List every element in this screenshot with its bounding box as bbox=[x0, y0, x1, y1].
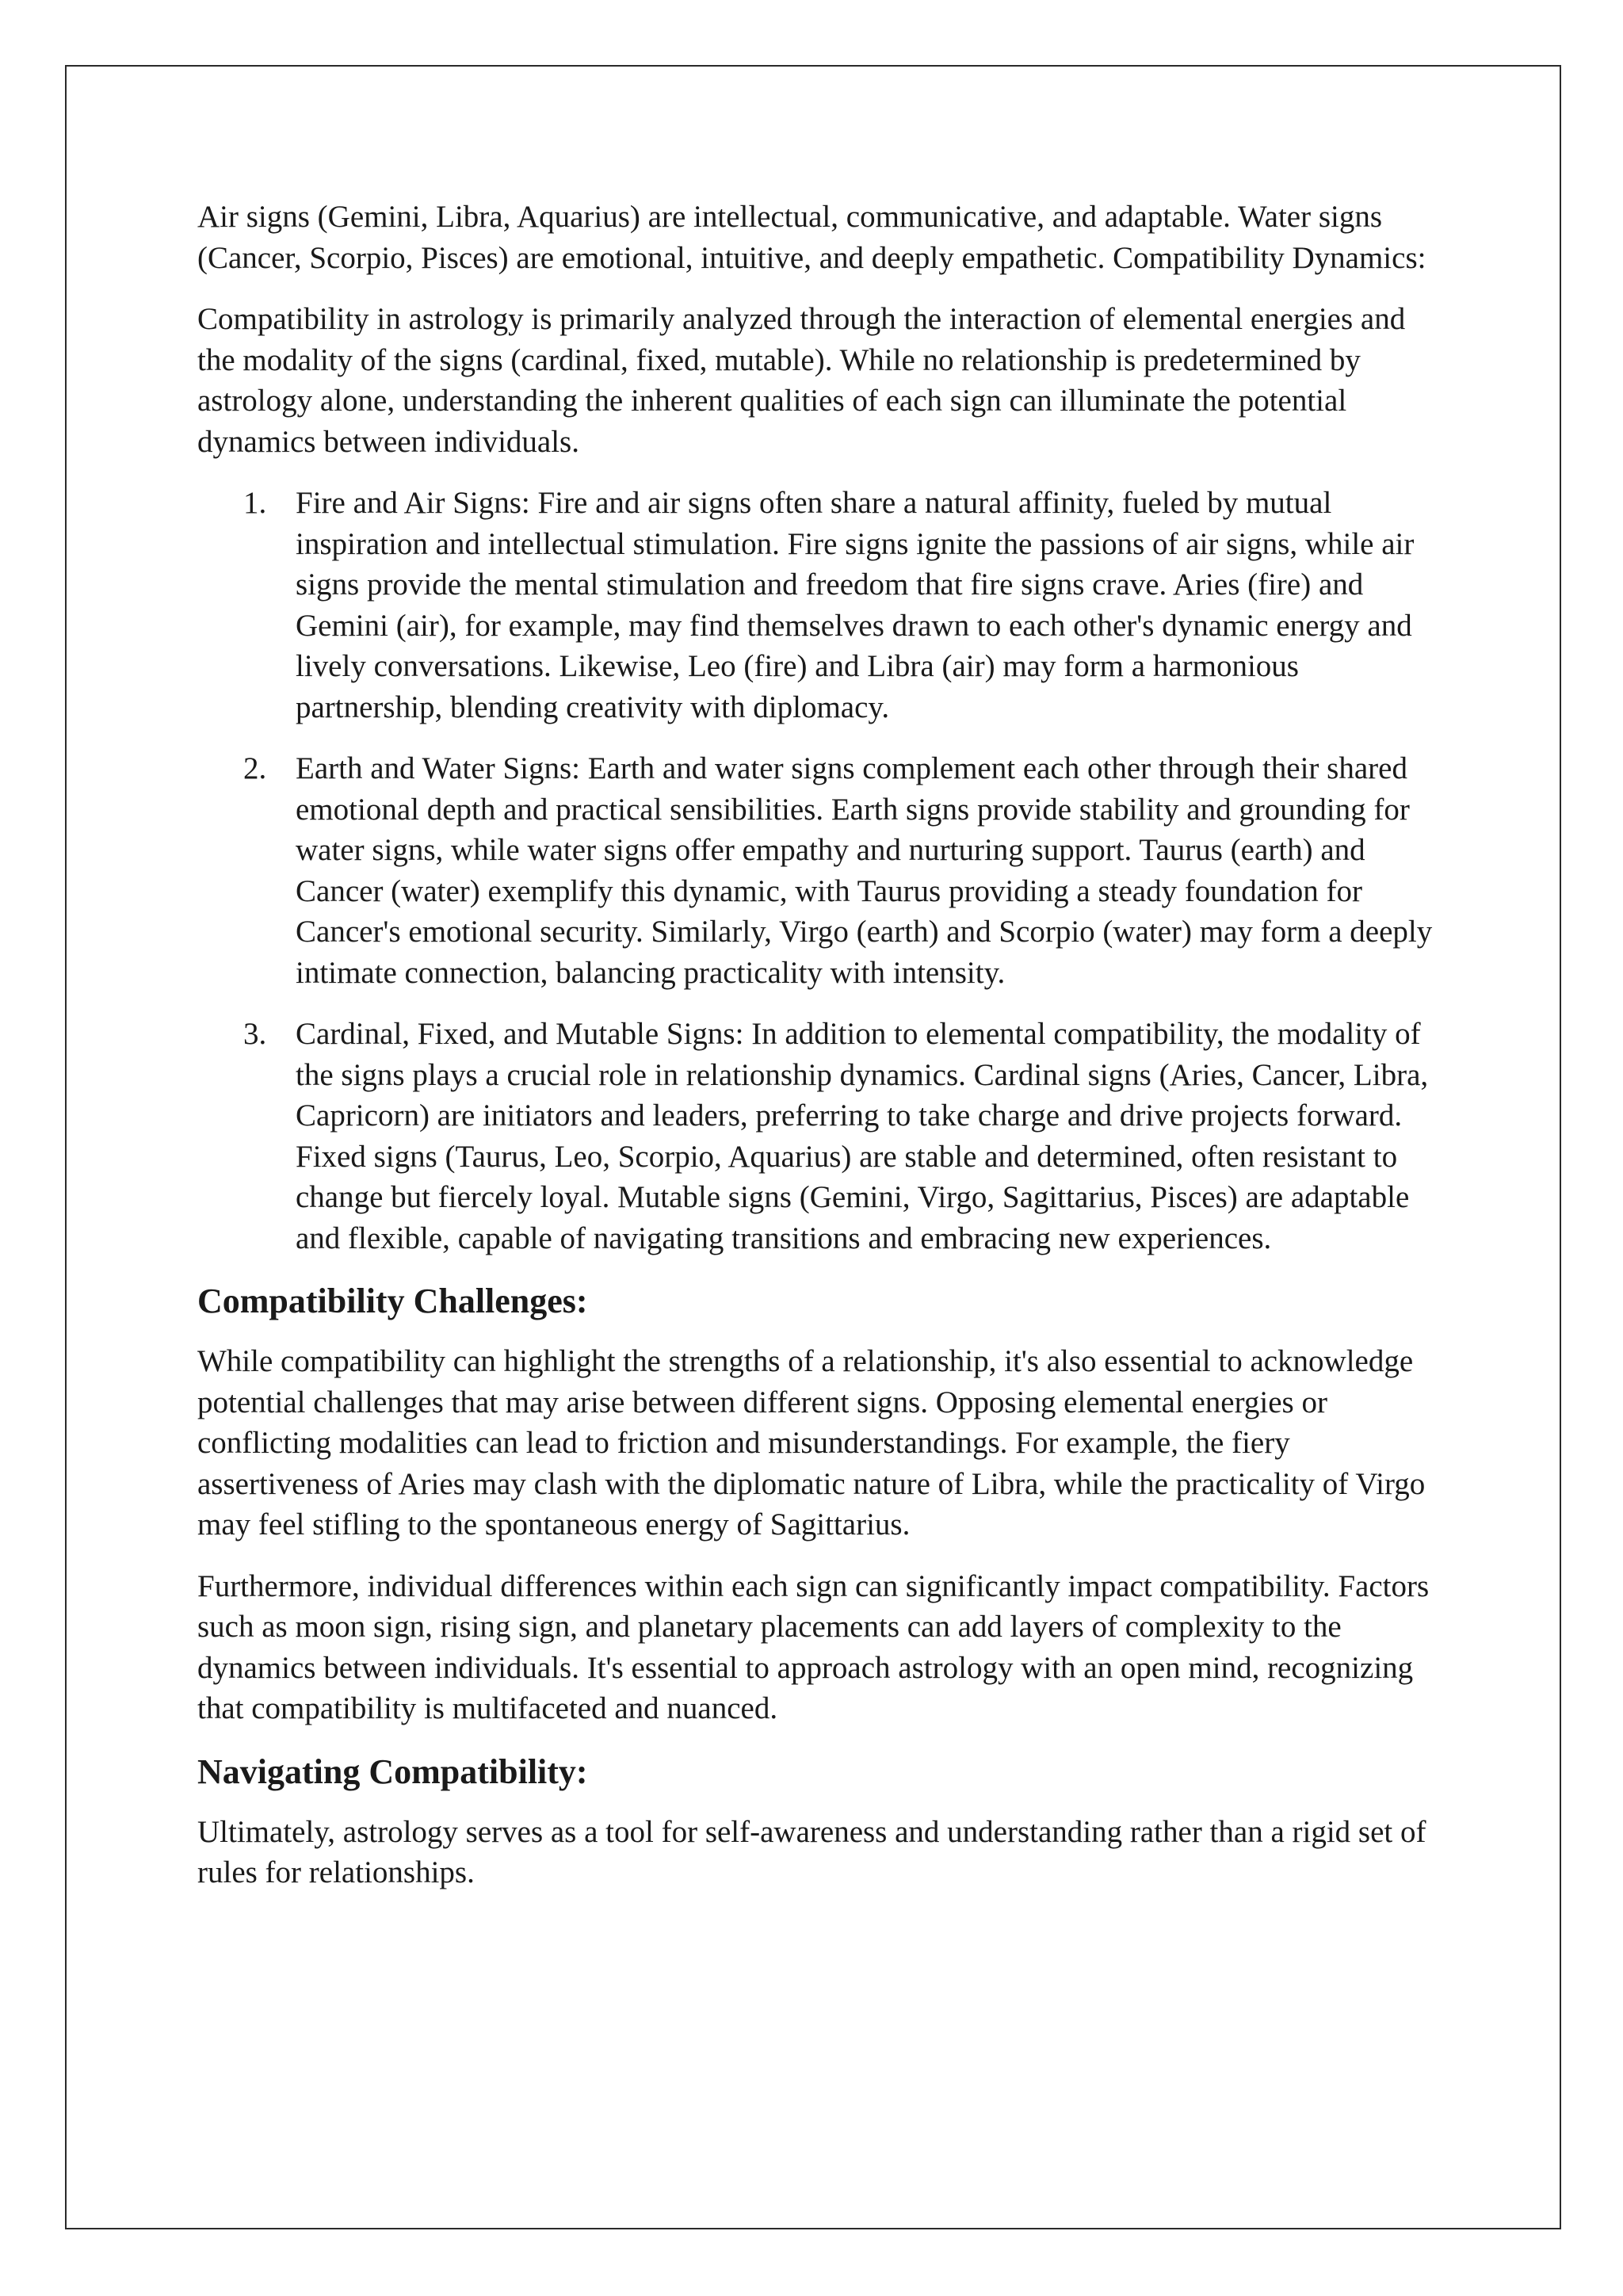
intro-paragraph-2: Compatibility in astrology is primarily analyzed through the interaction of elemental energies and the modality of the signs (cardinal, fixed, mutable). While no relationship is predetermined by astrology alone, understanding the inherent qualities of each sign can illuminate the potential dynamics between individuals. bbox=[197, 302, 1406, 459]
navigating-heading: Navigating Compatibility: bbox=[197, 1752, 588, 1791]
list-item-number: 3. bbox=[243, 1017, 267, 1051]
list-item-text: Fire and Air Signs: Fire and air signs often share a natural affinity, fueled by mutual inspiration and intellectual stimulation. Fire signs ignite the passions of air signs, while air signs provide the mental stimulation and freedom that fire signs crave. Aries (fire) and Gemini (air), for example, may find themselves drawn to each other's dynamic energy and lively conversations. Likewise, Leo (fire) and Libra (air) may form a harmonious partnership, blending creativity with diplomacy. bbox=[296, 486, 1415, 724]
list-item-number: 1. bbox=[243, 486, 267, 520]
challenges-paragraph-1: While compatibility can highlight the strengths of a relationship, it's also essential to acknowledge potential challenges that may arise between different signs. Opposing elemental energies or conflicting modalities can lead to friction and misunderstandings. For example, the fiery assertiveness of Aries may clash with the diplomatic nature of Libra, while the practicality of Virgo may feel stifling to the spontaneous energy of Sagittarius. bbox=[197, 1344, 1426, 1541]
document-body bbox=[197, 197, 1434, 1914]
challenges-heading: Compatibility Challenges: bbox=[197, 1282, 588, 1320]
list-item bbox=[197, 1014, 1434, 1259]
list-item bbox=[197, 748, 1434, 993]
compatibility-list bbox=[197, 483, 1434, 1259]
challenges-paragraph-2: Furthermore, individual differences within each sign can significantly impact compatibility. Factors such as moon sign, rising sign, and planetary placements can add layers of complexity to the dynamics between individuals. It's essential to approach astrology with an open mind, recognizing that compatibility is multifaceted and nuanced. bbox=[197, 1568, 1430, 1725]
list-item bbox=[197, 483, 1434, 728]
list-item-text: Cardinal, Fixed, and Mutable Signs: In addition to elemental compatibility, the modality of the signs plays a crucial role in relationship dynamics. Cardinal signs (Aries, Cancer, Libra, Capricorn) are initiators and leaders, preferring to take charge and drive projects forward. Fixed signs (Taurus, Leo, Scorpio, Aquarius) are stable and determined, often resistant to change but fiercely loyal. Mutable signs (Gemini, Virgo, Sagittarius, Pisces) are adaptable and flexible, capable of navigating transitions and embracing new experiences. bbox=[296, 1017, 1429, 1255]
list-item-text: Earth and Water Signs: Earth and water signs complement each other through their shared emotional depth and practical sensibilities. Earth signs provide stability and grounding for water signs, while water signs offer empathy and nurturing support. Taurus (earth) and Cancer (water) exemplify this dynamic, with Taurus providing a steady foundation for Cancer's emotional security. Similarly, Virgo (earth) and Scorpio (water) may form a deeply intimate connection, balancing practicality with intensity. bbox=[296, 751, 1433, 990]
navigating-paragraph-1: Ultimately, astrology serves as a tool for self-awareness and understanding rather than a rigid set of rules for relationships. bbox=[197, 1814, 1426, 1889]
intro-paragraph-1: Air signs (Gemini, Libra, Aquarius) are intellectual, communicative, and adaptable. Water signs (Cancer, Scorpio, Pisces) are emotional, intuitive, and deeply empathetic. Compatibility Dynamics: bbox=[197, 200, 1426, 275]
list-item-number: 2. bbox=[243, 751, 267, 785]
